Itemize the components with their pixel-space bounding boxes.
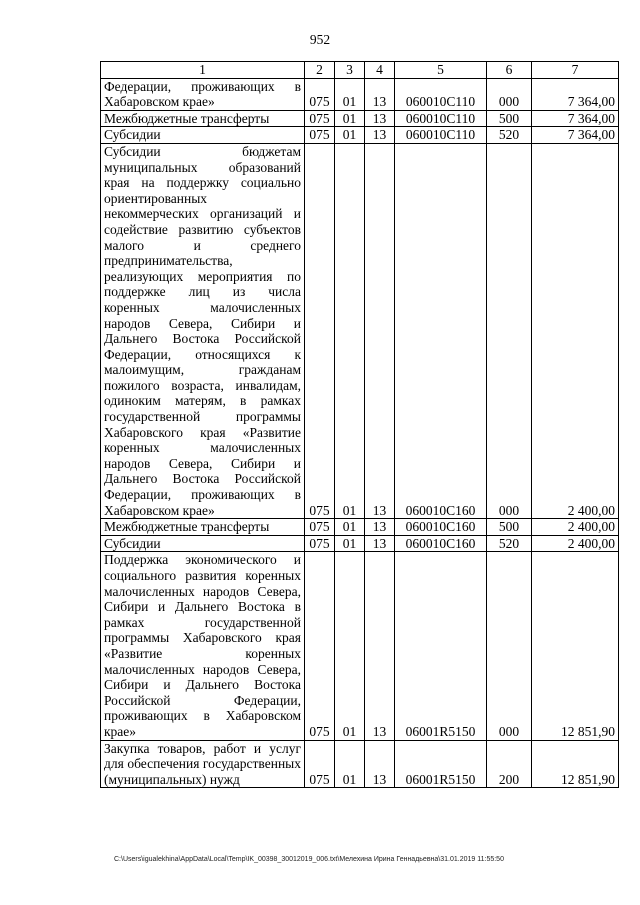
row-target-cell: 060010С160 <box>395 143 487 518</box>
table-header-row <box>101 62 619 79</box>
row-type-cell: 000 <box>487 143 532 518</box>
row-subsection-cell: 13 <box>365 519 395 536</box>
row-subsection-cell: 13 <box>365 110 395 127</box>
row-section-cell: 01 <box>335 78 365 110</box>
table-row <box>101 143 619 518</box>
page-number: 952 <box>309 32 331 47</box>
row-type-cell: 500 <box>487 519 532 536</box>
row-code-cell: 075 <box>305 110 335 127</box>
row-amount-cell: 7 364,00 <box>532 78 619 110</box>
row-target-cell: 06001R5150 <box>395 740 487 788</box>
row-amount-cell: 12 851,90 <box>532 740 619 788</box>
row-name-cell: Федерации, проживающих в Хабаровском крае» <box>101 78 305 110</box>
row-name-cell: Субсидии бюджетам муниципальных образований края на поддержку социально ориентированных некоммерческих организаций и содействие развитию субъектов малого и среднего предпринимательства, реализующих мероприятия по поддержке лиц из числа коренных малочисленных народов Севера, Сибири и Дальнего Востока Российской Федерации, относящихся к малоимущим, гражданам пожилого возраста, инвалидам, одиноким матерям, в рамках государственной программы Хабаровского края «Развитие коренных малочисленных народов Севера, Сибири и Дальнего Востока Российской Федерации, проживающих в Хабаровском крае» <box>101 143 305 518</box>
row-section-cell: 01 <box>335 127 365 144</box>
table-row <box>101 535 619 552</box>
row-target-cell: 060010С110 <box>395 78 487 110</box>
row-section-cell: 01 <box>335 519 365 536</box>
table-row <box>101 740 619 788</box>
row-name-cell: Поддержка экономического и социального развития коренных малочисленных народов Севера, Сибири и Дальнего Востока в рамках государственной программы Хабаровского края «Развитие коренных малочисленных народов Севера, Сибири и Дальнего Востока Российской Федерации, проживающих в Хабаровском крае» <box>101 552 305 740</box>
row-type-cell: 000 <box>487 552 532 740</box>
row-target-cell: 060010С160 <box>395 535 487 552</box>
row-name-cell: Субсидии <box>101 127 305 144</box>
table-row <box>101 78 619 110</box>
row-type-cell: 000 <box>487 78 532 110</box>
file-path-footer: C:\Users\igualekhina\AppData\Local\Temp\IK_00398_30012019_006.txt\Мелехина Ирина Геннадьевна\31.01.2019 11:55:50 <box>114 856 504 863</box>
row-section-cell: 01 <box>335 552 365 740</box>
table-row <box>101 110 619 127</box>
row-type-cell: 200 <box>487 740 532 788</box>
column-header: 6 <box>487 62 532 79</box>
row-section-cell: 01 <box>335 740 365 788</box>
table-row <box>101 552 619 740</box>
row-subsection-cell: 13 <box>365 78 395 110</box>
row-code-cell: 075 <box>305 143 335 518</box>
column-header: 3 <box>335 62 365 79</box>
row-code-cell: 075 <box>305 519 335 536</box>
row-target-cell: 06001R5150 <box>395 552 487 740</box>
table-row <box>101 519 619 536</box>
row-section-cell: 01 <box>335 110 365 127</box>
budget-table <box>100 61 619 788</box>
row-section-cell: 01 <box>335 143 365 518</box>
row-code-cell: 075 <box>305 552 335 740</box>
column-header: 7 <box>532 62 619 79</box>
row-amount-cell: 2 400,00 <box>532 143 619 518</box>
row-target-cell: 060010С110 <box>395 110 487 127</box>
row-section-cell: 01 <box>335 535 365 552</box>
row-name-cell: Закупка товаров, работ и услуг для обеспечения государственных (муниципальных) нужд <box>101 740 305 788</box>
row-subsection-cell: 13 <box>365 127 395 144</box>
row-type-cell: 520 <box>487 535 532 552</box>
row-type-cell: 500 <box>487 110 532 127</box>
row-code-cell: 075 <box>305 78 335 110</box>
row-code-cell: 075 <box>305 740 335 788</box>
row-name-cell: Межбюджетные трансферты <box>101 110 305 127</box>
column-header: 2 <box>305 62 335 79</box>
row-code-cell: 075 <box>305 535 335 552</box>
row-subsection-cell: 13 <box>365 552 395 740</box>
column-header: 5 <box>395 62 487 79</box>
table-row <box>101 127 619 144</box>
row-amount-cell: 12 851,90 <box>532 552 619 740</box>
row-amount-cell: 2 400,00 <box>532 535 619 552</box>
row-amount-cell: 2 400,00 <box>532 519 619 536</box>
row-name-cell: Межбюджетные трансферты <box>101 519 305 536</box>
row-target-cell: 060010С160 <box>395 519 487 536</box>
row-name-cell: Субсидии <box>101 535 305 552</box>
row-type-cell: 520 <box>487 127 532 144</box>
column-header: 4 <box>365 62 395 79</box>
row-code-cell: 075 <box>305 127 335 144</box>
column-header: 1 <box>101 62 305 79</box>
row-subsection-cell: 13 <box>365 535 395 552</box>
row-amount-cell: 7 364,00 <box>532 127 619 144</box>
row-subsection-cell: 13 <box>365 740 395 788</box>
row-target-cell: 060010С110 <box>395 127 487 144</box>
row-amount-cell: 7 364,00 <box>532 110 619 127</box>
row-subsection-cell: 13 <box>365 143 395 518</box>
